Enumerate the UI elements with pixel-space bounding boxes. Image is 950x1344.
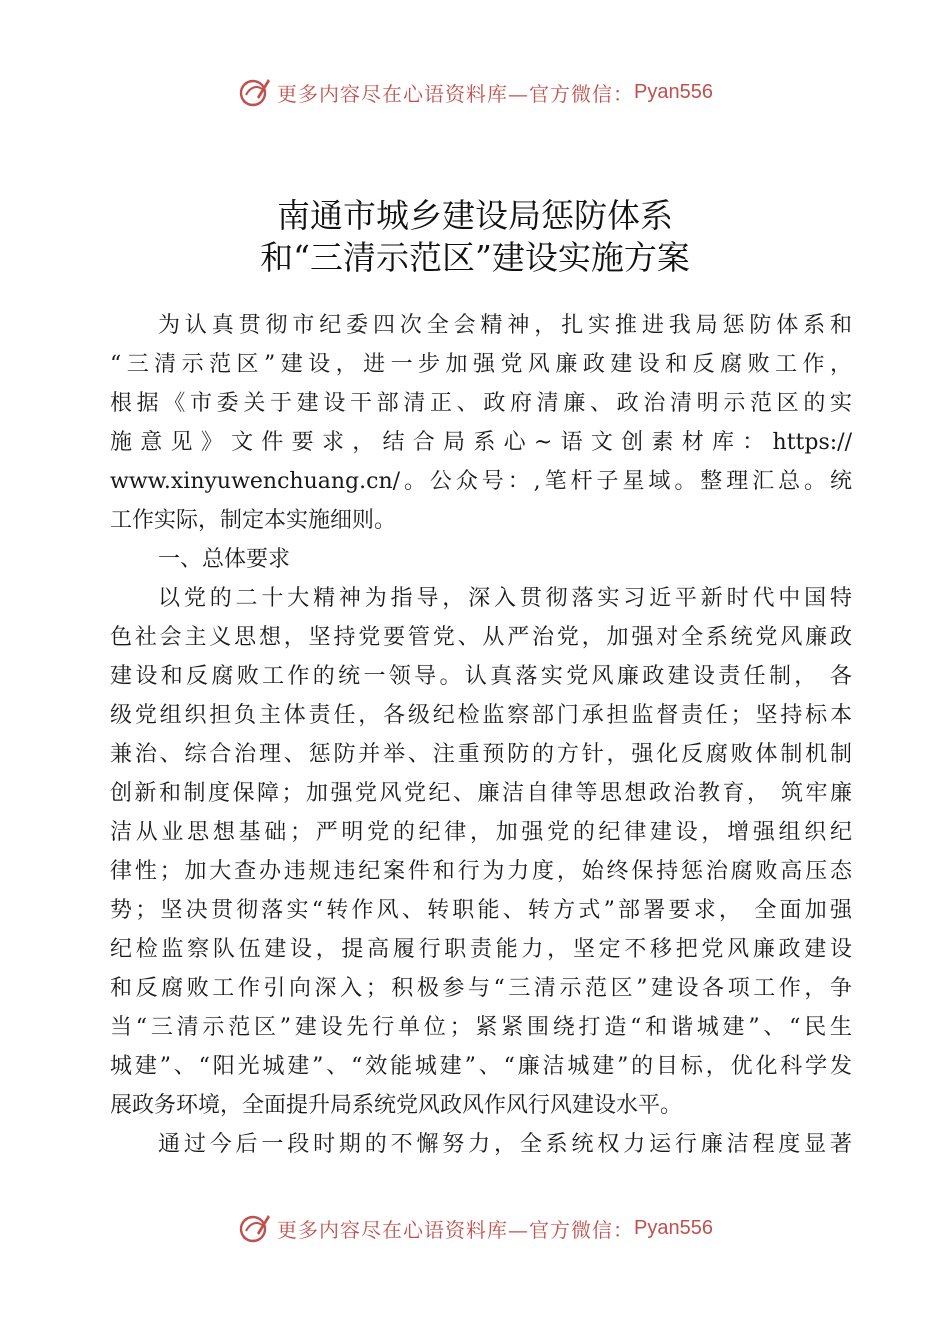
body-line: 当“三清示范区”建设先行单位；紧紧围绕打造“和谐城建”、“民生 bbox=[110, 1015, 852, 1040]
banner-wechat-id: Pyan556 bbox=[634, 1216, 713, 1239]
body-line: 纪检监察队伍建设，提高履行职责能力，坚定不移把党风廉政建设 bbox=[110, 937, 852, 962]
body-line: www.xinyuwenchuang.cn/。公众号：,笔杆子星域。整理汇总。统 bbox=[110, 469, 852, 494]
body-line: 兼治、综合治理、惩防并举、注重预防的方针，强化反腐败体制机制 bbox=[110, 742, 852, 767]
footer-watermark-banner bbox=[0, 1206, 950, 1250]
document-body bbox=[110, 306, 852, 1164]
body-line: 展政务环境，全面提升局系统党风政风作风行风建设水平。 bbox=[110, 1093, 683, 1118]
body-line: 为认真贯彻市纪委四次全会精神，扎实推进我局惩防体系和 bbox=[158, 313, 852, 338]
banner-text: 更多内容尽在心语资料库—官方微信： bbox=[277, 81, 635, 106]
body-line: 洁从业思想基础；严明党的纪律，加强党的纪律建设，增强组织纪 bbox=[110, 820, 852, 845]
body-line: 创新和制度保障；加强党风党纪、廉洁自律等思想政治教育， 筑牢廉 bbox=[110, 781, 852, 806]
section-heading: 一、总体要求 bbox=[158, 547, 291, 572]
body-line: 工作实际，制定本实施细则。 bbox=[110, 508, 397, 533]
banner-wechat-id: Pyan556 bbox=[634, 80, 713, 103]
body-line: 城建”、“阳光城建”、“效能城建”、“廉洁城建”的目标，优化科学发 bbox=[110, 1054, 852, 1079]
document-title-line-1: 南通市城乡建设局惩防体系 bbox=[277, 196, 673, 235]
body-line: 色社会主义思想，坚持党要管党、从严治党，加强对全系统党风廉政 bbox=[110, 625, 852, 650]
body-line: 通过今后一段时期的不懈努力，全系统权力运行廉洁程度显著 bbox=[158, 1132, 852, 1157]
header-watermark-banner bbox=[0, 70, 950, 114]
banner-text: 更多内容尽在心语资料库—官方微信： bbox=[277, 1217, 635, 1242]
body-line: 建设和反腐败工作的统一领导。认真落实党风廉政建设责任制， 各 bbox=[110, 664, 852, 689]
pen-logo-icon bbox=[237, 75, 271, 109]
body-line: 势；坚决贯彻落实“转作风、转职能、转方式”部署要求， 全面加强 bbox=[110, 898, 852, 923]
body-line: 以党的二十大精神为指导，深入贯彻落实习近平新时代中国特 bbox=[158, 586, 852, 611]
document-title-line-2: 和“三清示范区”建设实施方案 bbox=[260, 238, 690, 277]
pen-logo-icon bbox=[237, 1211, 271, 1245]
body-line: 级党组织担负主体责任，各级纪检监察部门承担监督责任；坚持标本 bbox=[110, 703, 852, 728]
body-line: 根据《市委关于建设干部清正、政府清廉、政治清明示范区的实 bbox=[110, 391, 852, 416]
body-line: 律性；加大查办违规违纪案件和行为力度，始终保持惩治腐败高压态 bbox=[110, 859, 852, 884]
body-line: “三清示范区”建设，进一步加强党风廉政建设和反腐败工作， bbox=[110, 352, 852, 377]
body-line: 和反腐败工作引向深入；积极参与“三清示范区”建设各项工作，争 bbox=[110, 976, 852, 1001]
body-line: 施意见》文件要求，结合局系心~语文创素材库：https:// bbox=[110, 430, 852, 455]
